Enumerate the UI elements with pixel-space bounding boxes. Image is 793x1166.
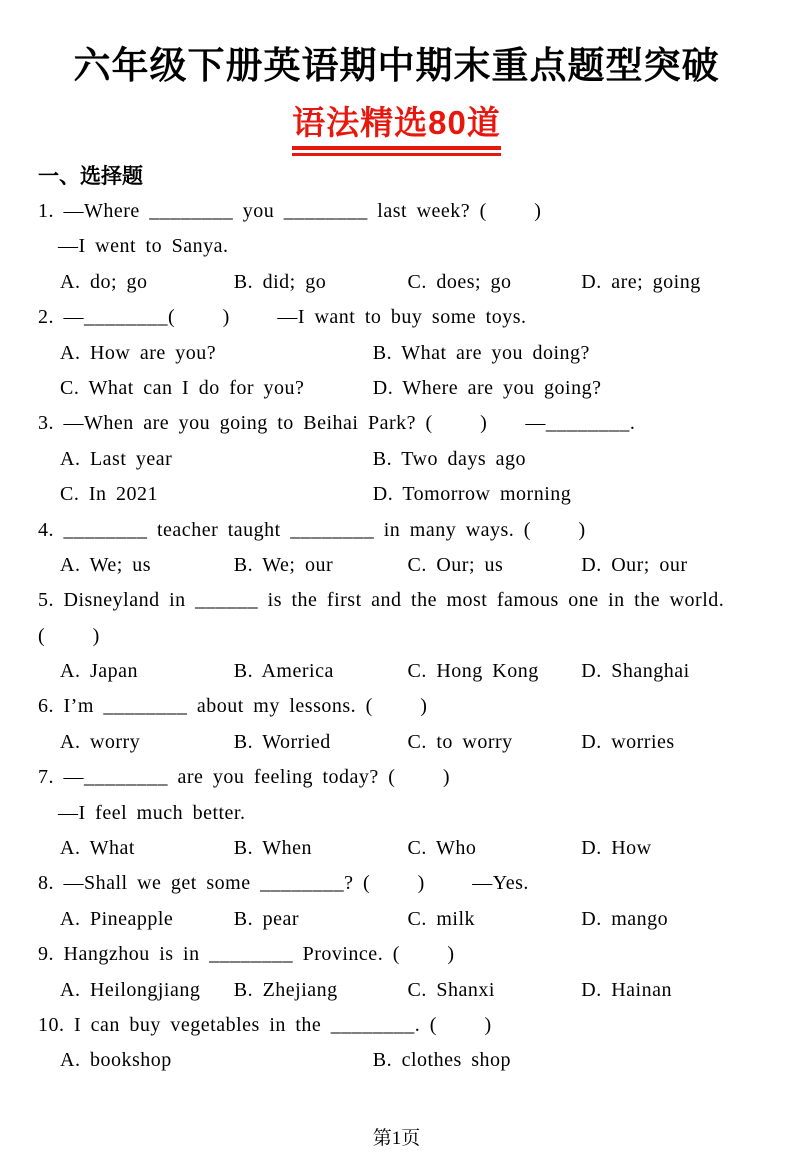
- option-item: C. Shanxi: [407, 978, 495, 1001]
- option-item: C. to worry: [407, 730, 513, 753]
- option-item: D. Hainan: [581, 978, 672, 1001]
- question-continuation-line: —I feel much better.: [58, 801, 246, 824]
- option-item: A. What: [60, 837, 135, 860]
- subtitle-underline-top: [292, 146, 501, 150]
- option-item: D. are; going: [581, 270, 701, 293]
- option-item: D. worries: [581, 730, 675, 753]
- option-item: B. When: [233, 837, 312, 860]
- page-title: 六年级下册英语期中期末重点题型突破: [73, 45, 720, 86]
- option-item: B. We; our: [233, 553, 334, 576]
- subtitle-box: [284, 104, 509, 156]
- option-item: A. Last year: [60, 447, 173, 470]
- question-stem-line: ( ): [38, 624, 100, 647]
- option-item: D. Tomorrow morning: [372, 483, 572, 506]
- subtitle-underline-bottom: [292, 153, 501, 156]
- option-row: [38, 902, 755, 937]
- option-item: A. bookshop: [60, 1049, 172, 1072]
- option-item: D. mango: [581, 907, 669, 930]
- option-item: A. worry: [60, 730, 141, 753]
- page-number: 第1页: [372, 1128, 421, 1149]
- option-row: [38, 336, 755, 371]
- option-item: C. What can I do for you?: [60, 376, 305, 399]
- option-row: [38, 1043, 755, 1078]
- page-subtitle: 语法精选80道: [292, 104, 501, 141]
- option-item: B. pear: [233, 907, 300, 930]
- option-item: B. Worried: [233, 730, 331, 753]
- question-stem-line: 10. I can buy vegetables in the ________. ( ): [38, 1013, 492, 1036]
- option-item: C. Hong Kong: [407, 660, 539, 683]
- option-item: B. clothes shop: [372, 1049, 512, 1072]
- questions: [38, 194, 755, 1079]
- question-stem-line: 2. —________( ) —I want to buy some toys.: [38, 306, 527, 329]
- section-heading: 一、选择题: [38, 165, 143, 188]
- option-item: A. How are you?: [60, 341, 217, 364]
- option-row: [38, 973, 755, 1008]
- option-item: B. Zhejiang: [233, 978, 338, 1001]
- option-item: C. In 2021: [60, 483, 158, 506]
- option-item: B. America: [233, 660, 334, 683]
- option-item: A. do; go: [60, 270, 148, 293]
- question-stem-line: 3. —When are you going to Beihai Park? ( ) —________.: [38, 412, 636, 435]
- option-item: C. does; go: [407, 270, 512, 293]
- option-item: C. milk: [407, 907, 476, 930]
- option-item: C. Our; us: [407, 553, 504, 576]
- question-continuation-line: —I went to Sanya.: [58, 235, 229, 258]
- option-item: C. Who: [407, 837, 477, 860]
- question-stem-line: 9. Hangzhou is in ________ Province. ( ): [38, 943, 455, 966]
- question-stem-line: 7. —________ are you feeling today? ( ): [38, 766, 451, 789]
- worksheet-page: [0, 44, 793, 1166]
- option-item: B. did; go: [233, 270, 327, 293]
- question-stem-line: 5. Disneyland in ______ is the first and the most famous one in the world.: [38, 589, 725, 612]
- option-row: [38, 442, 755, 477]
- question-stem-line: 6. I’m ________ about my lessons. ( ): [38, 695, 428, 718]
- option-item: A. Japan: [60, 660, 138, 683]
- option-row: [38, 371, 755, 406]
- option-row: [38, 265, 755, 300]
- question-stem-line: 1. —Where ________ you ________ last week? ( ): [38, 200, 542, 222]
- option-item: D. Shanghai: [581, 660, 690, 683]
- option-item: A. Pineapple: [60, 907, 174, 930]
- option-row: [38, 654, 755, 689]
- option-item: A. We; us: [60, 553, 152, 576]
- option-item: D. How: [581, 837, 652, 860]
- question-stem-line: 8. —Shall we get some ________? ( ) —Yes.: [38, 872, 529, 895]
- option-row: [38, 725, 755, 760]
- option-item: D. Our; our: [581, 553, 688, 576]
- option-row: [38, 831, 755, 866]
- question-stem-line: 4. ________ teacher taught ________ in many ways. ( ): [38, 518, 586, 541]
- subtitle-block: [0, 104, 793, 156]
- option-item: D. Where are you going?: [372, 376, 602, 399]
- option-item: B. What are you doing?: [372, 341, 590, 364]
- option-item: B. Two days ago: [372, 447, 527, 470]
- option-row: [38, 477, 755, 512]
- option-row: [38, 548, 755, 583]
- option-item: A. Heilongjiang: [60, 978, 201, 1001]
